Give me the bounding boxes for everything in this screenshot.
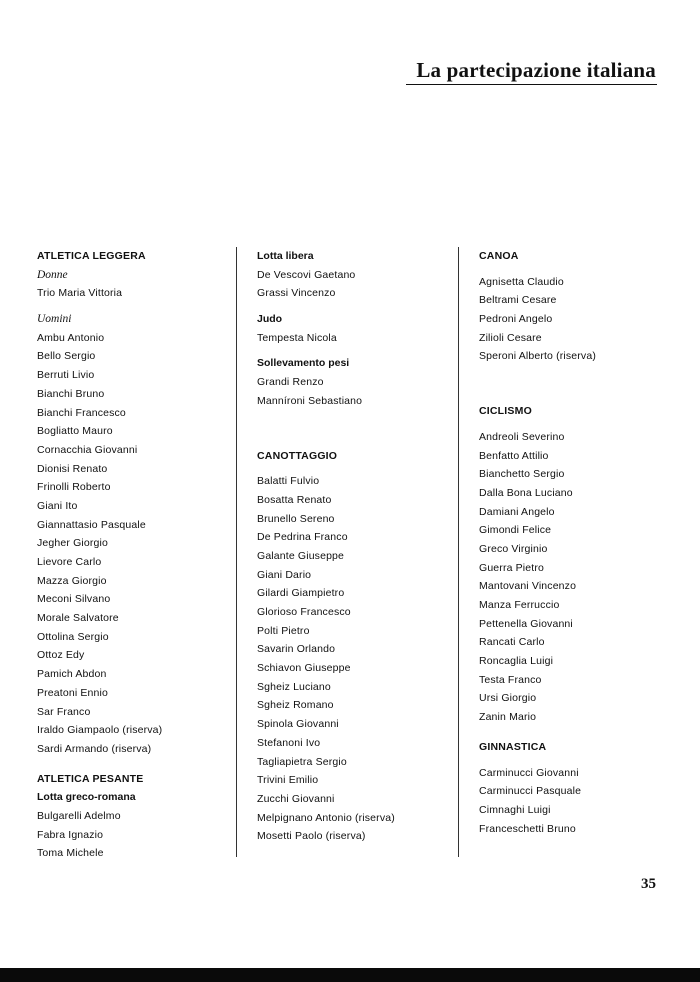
athlete-name: Sgheiz Romano [257, 699, 334, 712]
athlete-name: Mazza Giorgio [37, 574, 107, 587]
athlete-name: Mantovani Vincenzo [479, 580, 577, 593]
athlete-name: Grassi Vincenzo [257, 287, 336, 300]
athlete-name: Mosetti Paolo (riserva) [257, 830, 366, 843]
athlete-name: Speroni Alberto (riserva) [479, 350, 596, 363]
athlete-name: Trio Maria Vittoria [37, 287, 123, 300]
category-label-uomini: Uomini [37, 313, 72, 326]
athlete-name: Grandi Renzo [257, 376, 324, 389]
athlete-name: Polti Pietro [257, 624, 310, 637]
athlete-name: Balatti Fulvio [257, 475, 320, 488]
section-heading-canottaggio: CANOTTAGGIO [257, 449, 338, 462]
athlete-name: Berruti Livio [37, 369, 95, 382]
column-2 [257, 247, 462, 846]
athlete-name: Guerra Pietro [479, 561, 544, 574]
athlete-name: Spinola Giovanni [257, 718, 339, 731]
name-list-sollevamento-pesi [257, 373, 462, 410]
athlete-name: Glorioso Francesco [257, 606, 351, 618]
column-3 [479, 247, 684, 838]
athlete-name: Giani Ito [37, 499, 78, 512]
page-number: 35 [641, 876, 656, 892]
athlete-name: Damiani Angelo [479, 505, 555, 518]
athlete-name: Roncaglia Luigi [479, 655, 554, 668]
athlete-name: Galante Giuseppe [257, 549, 345, 562]
name-list-lotta-greco-romana [37, 807, 242, 863]
name-list-ginnastica [479, 764, 684, 839]
subsection-label-judo: Judo [257, 313, 283, 326]
name-list-lotta-libera [257, 266, 462, 303]
athlete-name: Bianchi Bruno [37, 387, 105, 400]
athlete-name: Manza Ferruccio [479, 599, 560, 611]
bottom-border [0, 968, 700, 982]
athlete-name: Sgheiz Luciano [257, 680, 331, 693]
athlete-name: Agnisetta Claudio [479, 275, 564, 288]
athlete-name: Fabra Ignazio [37, 828, 104, 841]
column-divider [236, 247, 237, 857]
page-title: La partecipazione italiana [416, 58, 656, 82]
athlete-name: Ottolina Sergio [37, 630, 109, 643]
athlete-name: De Vescovi Gaetano [257, 268, 356, 281]
athlete-name: Manníroni Sebastiano [257, 394, 363, 407]
title-rule [406, 84, 657, 85]
athlete-name: Trivini Emilio [257, 774, 319, 787]
athlete-name: Zanin Mario [479, 711, 537, 724]
athlete-name: Pettenella Giovanni [479, 617, 573, 630]
subsection-label-lotta-libera: Lotta libera [257, 250, 314, 262]
athlete-name: Morale Salvatore [37, 612, 119, 625]
athlete-name: Carminucci Giovanni [479, 766, 579, 779]
section-heading-atletica-pesante: ATLETICA PESANTE [37, 772, 144, 785]
athlete-name: Sardi Armando (riserva) [37, 742, 152, 755]
athlete-name: Bulgarelli Adelmo [37, 809, 121, 822]
athlete-name: Benfatto Attilio [479, 449, 549, 462]
athlete-name: Dalla Bona Luciano [479, 486, 573, 499]
athlete-name: Sar Franco [37, 705, 91, 718]
athlete-name: Gimondi Felice [479, 524, 552, 537]
section-heading-ginnastica: GINNASTICA [479, 740, 547, 753]
athlete-name: Bosatta Renato [257, 493, 332, 506]
category-label-donne: Donne [37, 268, 68, 281]
athlete-name: Rancati Carlo [479, 636, 545, 649]
athlete-name: Stefanoni Ivo [257, 736, 321, 749]
athlete-name: Zucchi Giovanni [257, 792, 335, 805]
athlete-name: Ursi Giorgio [479, 692, 537, 705]
name-list-ciclismo [479, 428, 684, 727]
athlete-name: Tagliapietra Sergio [257, 755, 347, 768]
athlete-name: Greco Virginio [479, 542, 548, 555]
athlete-name: Giani Dario [257, 568, 312, 581]
name-list-canottaggio [257, 472, 462, 846]
athlete-name: Beltrami Cesare [479, 294, 557, 307]
athlete-name: Gilardi Giampietro [257, 587, 345, 600]
athlete-name: Franceschetti Bruno [479, 822, 576, 835]
athlete-name: Bello Sergio [37, 350, 96, 363]
athlete-name: Testa Franco [479, 673, 542, 686]
athlete-name: Cimnaghi Luigi [479, 803, 551, 816]
athlete-name: Bogliatto Mauro [37, 425, 113, 438]
name-list-judo [257, 329, 462, 348]
section-heading-atletica-leggera: ATLETICA LEGGERA [37, 250, 146, 262]
athlete-name: Brunello Sereno [257, 512, 335, 525]
athlete-name: De Pedrina Franco [257, 531, 348, 544]
name-list-canoa [479, 273, 684, 366]
athlete-name: Bianchi Francesco [37, 406, 126, 419]
athlete-name: Pamich Abdon [37, 668, 107, 681]
athlete-name: Tempesta Nicola [257, 331, 337, 344]
athlete-name: Schiavon Giuseppe [257, 662, 351, 675]
athlete-name: Cornacchia Giovanni [37, 443, 138, 456]
subsection-label-sollevamento-pesi: Sollevamento pesi [257, 357, 350, 370]
column-divider [458, 247, 459, 857]
athlete-name: Frinolli Roberto [37, 481, 111, 494]
athlete-name: Ambu Antonio [37, 331, 105, 344]
athlete-name: Iraldo Giampaolo (riserva) [37, 724, 163, 737]
section-heading-canoa: CANOA [479, 250, 519, 262]
athlete-name: Lievore Carlo [37, 556, 102, 568]
athlete-name: Bianchetto Sergio [479, 468, 565, 481]
name-list-uomini [37, 329, 242, 759]
athlete-name: Dionisi Renato [37, 462, 108, 475]
athlete-name: Zilioli Cesare [479, 331, 542, 344]
name-list-donne [37, 284, 242, 303]
athlete-name: Ottoz Edy [37, 649, 85, 662]
athlete-name: Andreoli Severino [479, 430, 565, 443]
athlete-name: Toma Michele [37, 847, 104, 860]
subsection-label-lotta-greco-romana: Lotta greco-romana [37, 791, 136, 804]
athlete-name: Preatoni Ennio [37, 686, 108, 699]
athlete-name: Pedroni Angelo [479, 313, 553, 326]
athlete-name: Savarin Orlando [257, 643, 336, 656]
section-heading-ciclismo: CICLISMO [479, 405, 532, 418]
athlete-name: Giannattasio Pasquale [37, 518, 146, 531]
column-1 [37, 247, 242, 863]
athlete-name: Meconi Silvano [37, 593, 111, 606]
athlete-name: Jegher Giorgio [37, 537, 108, 550]
athlete-name: Carminucci Pasquale [479, 785, 582, 798]
athlete-name: Melpignano Antonio (riserva) [257, 811, 395, 824]
